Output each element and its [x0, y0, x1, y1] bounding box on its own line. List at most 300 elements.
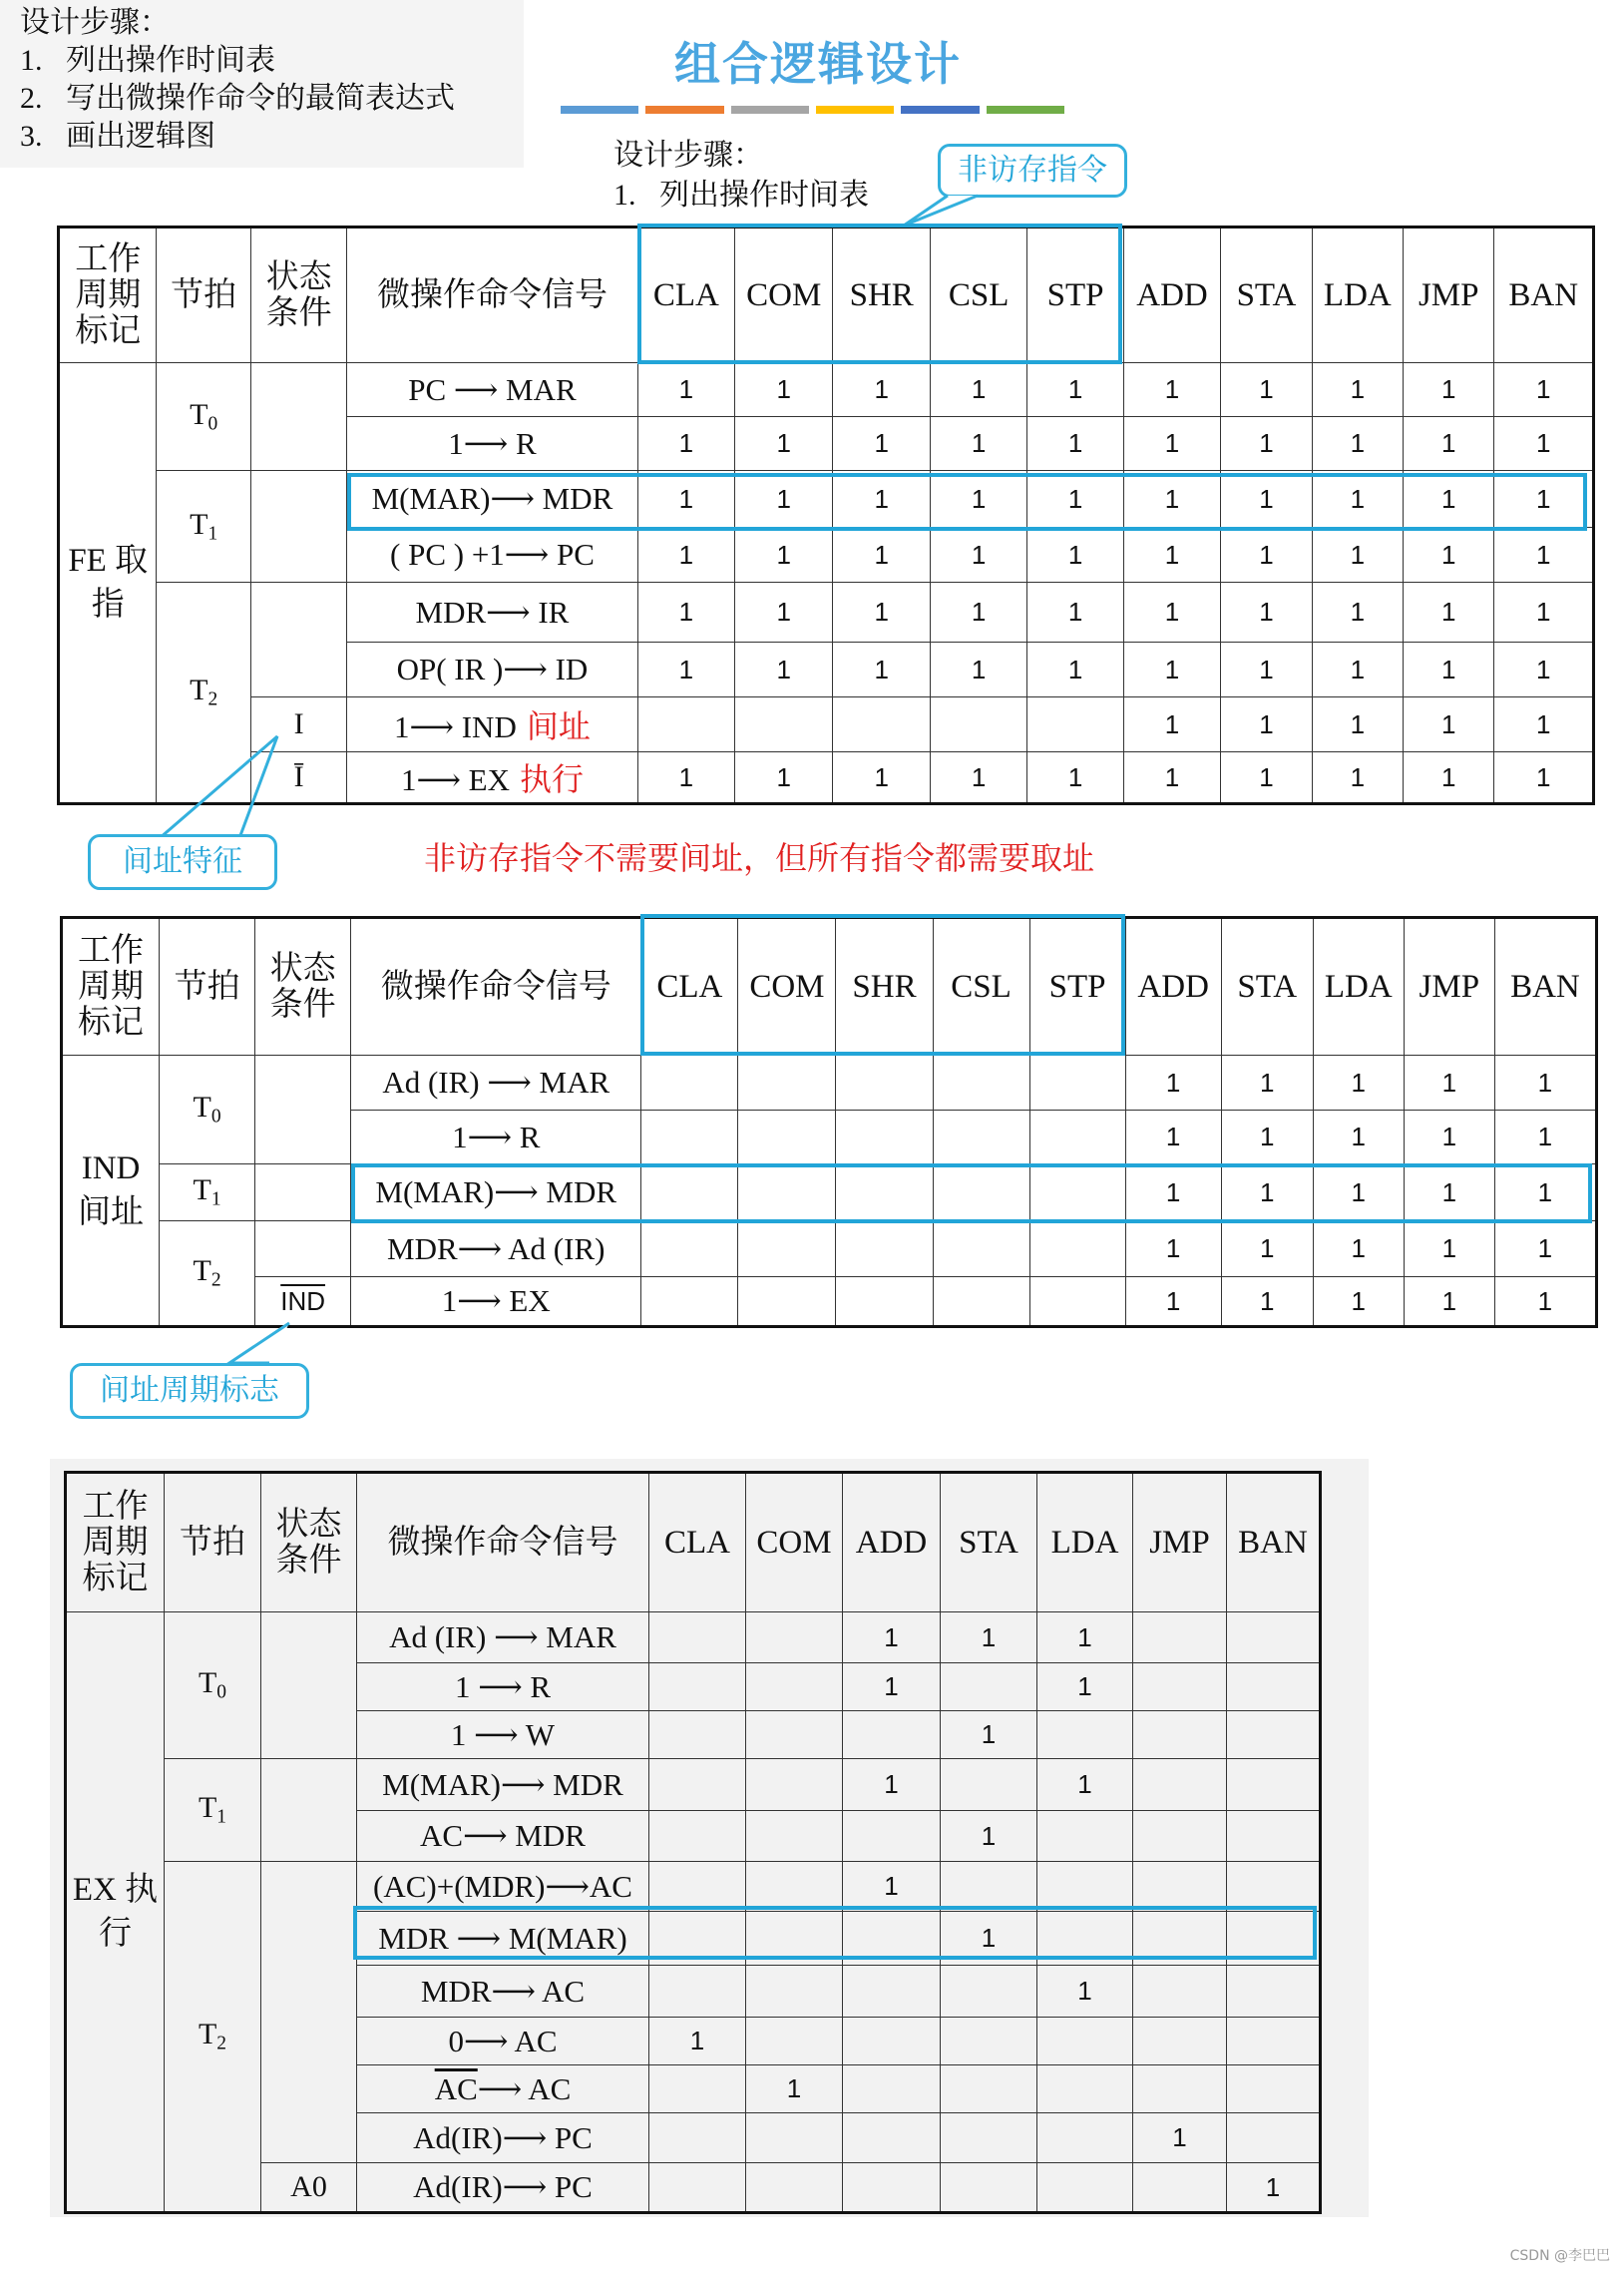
table-cell: 1: [1313, 1111, 1404, 1164]
col-header: LDA: [1312, 228, 1403, 363]
table-cell: [746, 1912, 843, 1966]
table-cell: 1: [1404, 697, 1494, 752]
beat-label: $T_2$: [157, 583, 250, 804]
table-cell: [1133, 1912, 1227, 1966]
table-cell: [1227, 2113, 1321, 2163]
header-signal: 微操作命令信号: [357, 1473, 649, 1612]
table-cell: 1: [735, 363, 833, 417]
color-bar: [816, 106, 894, 114]
table-cell: 1: [1027, 752, 1123, 804]
table-cell: 1: [833, 363, 930, 417]
table-cell: [941, 1663, 1037, 1711]
table-cell: [746, 1862, 843, 1912]
table-cell: [649, 1711, 746, 1759]
color-bar: [731, 106, 809, 114]
col-header: ADD: [1125, 918, 1221, 1056]
cycle-label: FE 取指: [59, 363, 157, 804]
table-cell: 1: [1404, 528, 1494, 583]
color-bar: [645, 106, 723, 114]
table-cell: 1: [1494, 363, 1594, 417]
table-cell: [1037, 2018, 1133, 2065]
table-cell: [738, 1277, 836, 1327]
table-cell: [933, 1277, 1029, 1327]
table-cell: 1: [1125, 1056, 1221, 1111]
table-cell: [1037, 2163, 1133, 2213]
table-cell: 1: [1494, 1221, 1596, 1277]
table-cell: 1: [735, 417, 833, 471]
table-cell: 1: [1221, 1164, 1313, 1221]
cond-cell: [250, 363, 346, 471]
table-cell: [1037, 1811, 1133, 1862]
table-cell: 1: [1494, 1056, 1596, 1111]
table-cell: 1: [843, 1663, 941, 1711]
beat-label: $T_1$: [165, 1759, 261, 1862]
table-cell: 1: [1221, 1277, 1313, 1327]
signal-label: (AC)+(MDR)⟶AC: [357, 1862, 649, 1912]
table-cell: [1227, 1966, 1321, 2018]
table-cell: 1: [1125, 1277, 1221, 1327]
table-cell: 1: [1404, 471, 1494, 528]
table-cell: 1: [1494, 1277, 1596, 1327]
table-cell: [1227, 1711, 1321, 1759]
header-cond: 状态条件: [255, 918, 351, 1056]
header-cycle: 工作周期标记: [62, 918, 160, 1056]
header-beat: 节拍: [160, 918, 255, 1056]
col-header: CSL: [933, 918, 1029, 1056]
col-header: JMP: [1404, 228, 1494, 363]
table-cell: 1: [735, 583, 833, 643]
col-header: STA: [941, 1473, 1037, 1612]
table-cell: [746, 1711, 843, 1759]
table-cell: [836, 1111, 933, 1164]
table-cell: 1: [843, 1862, 941, 1912]
header-cycle: 工作周期标记: [66, 1473, 165, 1612]
table-cell: [843, 1912, 941, 1966]
table-cell: [1133, 1711, 1227, 1759]
table-cell: [649, 1912, 746, 1966]
col-header: COM: [735, 228, 833, 363]
table-cell: 1: [1123, 697, 1220, 752]
table-cell: 1: [930, 583, 1026, 643]
table-cell: [843, 1811, 941, 1862]
table-cell: [1227, 1612, 1321, 1663]
step-item: 2. 写出微操作命令的最简表达式: [20, 82, 455, 115]
table-cell: 1: [930, 417, 1026, 471]
table-cell: [941, 2065, 1037, 2113]
table-cell: 1: [1494, 1111, 1596, 1164]
table-cell: [637, 697, 734, 752]
table-cell: 1: [1404, 1164, 1494, 1221]
table-cell: 1: [735, 643, 833, 697]
cond-a0: A0: [261, 2163, 357, 2213]
table-cell: [941, 1862, 1037, 1912]
table-cell: 1: [1125, 1221, 1221, 1277]
table-cell: [1133, 2018, 1227, 2065]
signal-label: Ad (IR) ⟶ MAR: [357, 1612, 649, 1663]
table-cell: [649, 2163, 746, 2213]
signal-label: AC⟶ MDR: [357, 1811, 649, 1862]
table-cell: 1: [1494, 528, 1594, 583]
table-cell: [649, 1862, 746, 1912]
table-cell: 1: [637, 752, 734, 804]
table-cell: 1: [1404, 643, 1494, 697]
table-cell: 1: [1312, 471, 1403, 528]
step-item: 3. 画出逻辑图: [20, 120, 215, 153]
table-cell: [1133, 2065, 1227, 2113]
table-cell: 1: [735, 752, 833, 804]
table-cell: [746, 2018, 843, 2065]
table-cell: [641, 1221, 738, 1277]
table-cell: [843, 2065, 941, 2113]
callout-non-memory: 非访存指令: [938, 144, 1127, 198]
watermark: CSDN @李巴巴: [1509, 2248, 1610, 2264]
table-cell: [1227, 1759, 1321, 1811]
table-cell: [933, 1111, 1029, 1164]
table-cell: 1: [1404, 363, 1494, 417]
table-cell: [649, 1811, 746, 1862]
table-cell: 1: [1404, 752, 1494, 804]
col-header: STP: [1029, 918, 1125, 1056]
table-cell: [1027, 697, 1123, 752]
table-cell: 1: [637, 471, 734, 528]
beat-label: $T_2$: [165, 1862, 261, 2213]
steps-heading: 设计步骤：: [613, 139, 763, 172]
step-item: 1. 列出操作时间表: [613, 179, 869, 212]
col-header: CLA: [637, 228, 734, 363]
table-cell: [649, 1663, 746, 1711]
table-cell: [1029, 1221, 1125, 1277]
table-cell: [941, 1966, 1037, 2018]
table-cell: 1: [941, 1612, 1037, 1663]
table-cell: 1: [1037, 1612, 1133, 1663]
table-cell: [649, 2113, 746, 2163]
table-cell: 1: [1494, 583, 1594, 643]
signal-label: Ad (IR) ⟶ MAR: [351, 1056, 641, 1111]
signal-label: $\overline{AC}⟶$ AC: [357, 2065, 649, 2113]
signal-label: 1⟶ IND 间址: [347, 697, 637, 752]
signal-label: ( PC ) +1⟶ PC: [347, 528, 637, 583]
header-signal: 微操作命令信号: [347, 228, 637, 363]
table-cell: 1: [941, 1811, 1037, 1862]
col-header: CSL: [930, 228, 1026, 363]
table-cell: 1: [1123, 643, 1220, 697]
table-cell: 1: [1221, 1221, 1313, 1277]
table-cell: 1: [1123, 363, 1220, 417]
col-header: COM: [738, 918, 836, 1056]
table-cell: 1: [1123, 583, 1220, 643]
table-cell: [1133, 1612, 1227, 1663]
table-cell: 1: [1494, 471, 1594, 528]
callout-indirect-feature: 间址特征: [88, 834, 277, 890]
cond-i: I: [250, 697, 346, 752]
signal-label: MDR ⟶ M(MAR): [357, 1912, 649, 1966]
fe-fetch-timing-table: [57, 226, 1595, 805]
beat-label: $T_1$: [160, 1164, 255, 1221]
signal-label: 1⟶ EX 执行: [347, 752, 637, 804]
table-cell: [1133, 1663, 1227, 1711]
table-cell: 1: [1123, 752, 1220, 804]
table-cell: [833, 697, 930, 752]
cond-cell: [261, 1759, 357, 1862]
table-cell: [1037, 1862, 1133, 1912]
table-cell: [1227, 1912, 1321, 1966]
table-cell: [1227, 1862, 1321, 1912]
table-cell: 1: [1313, 1164, 1404, 1221]
table-cell: [843, 1966, 941, 2018]
header-cycle: 工作周期标记: [59, 228, 157, 363]
table-cell: [649, 1759, 746, 1811]
table-cell: 1: [1404, 583, 1494, 643]
table-cell: 1: [1312, 697, 1403, 752]
table-cell: [649, 1612, 746, 1663]
table-cell: 1: [1037, 1663, 1133, 1711]
table-cell: [843, 2113, 941, 2163]
col-header: JMP: [1133, 1473, 1227, 1612]
table-cell: 1: [1312, 528, 1403, 583]
table-cell: [836, 1164, 933, 1221]
table-cell: 1: [1221, 1056, 1313, 1111]
table-cell: [941, 2163, 1037, 2213]
table-cell: 1: [637, 417, 734, 471]
table-cell: [746, 2163, 843, 2213]
col-header: SHR: [833, 228, 930, 363]
table-cell: 1: [1312, 363, 1403, 417]
signal-label: MDR⟶ AC: [357, 1966, 649, 2018]
table-cell: 1: [637, 643, 734, 697]
table-cell: 1: [1312, 643, 1403, 697]
cond-cell: [250, 583, 346, 697]
table-cell: 1: [1123, 417, 1220, 471]
col-header: BAN: [1494, 918, 1596, 1056]
table-cell: [1029, 1277, 1125, 1327]
table-cell: 1: [1037, 1966, 1133, 2018]
table-cell: 1: [1494, 697, 1594, 752]
table-cell: 1: [1494, 1164, 1596, 1221]
col-header: LDA: [1313, 918, 1404, 1056]
table-cell: 1: [1123, 471, 1220, 528]
header-beat: 节拍: [157, 228, 250, 363]
callout-pointer: [150, 726, 289, 846]
table-cell: 1: [1221, 1111, 1313, 1164]
table-cell: 1: [1123, 528, 1220, 583]
col-header: CLA: [649, 1473, 746, 1612]
table-cell: [641, 1111, 738, 1164]
cond-cell: [261, 1862, 357, 2163]
col-header: STA: [1221, 918, 1313, 1056]
table-cell: 1: [649, 2018, 746, 2065]
col-header: ADD: [1123, 228, 1220, 363]
table-cell: 1: [843, 1612, 941, 1663]
table-cell: [836, 1056, 933, 1111]
table-cell: 1: [637, 363, 734, 417]
table-cell: [1029, 1111, 1125, 1164]
table-cell: [649, 2065, 746, 2113]
callout-pointer: [200, 1317, 299, 1367]
table-cell: 1: [833, 417, 930, 471]
signal-label: MDR⟶ Ad (IR): [351, 1221, 641, 1277]
header-cond: 状态条件: [261, 1473, 357, 1612]
col-header: JMP: [1404, 918, 1494, 1056]
table-cell: 1: [930, 471, 1026, 528]
table-cell: 1: [1027, 471, 1123, 528]
table-cell: [746, 1759, 843, 1811]
table-cell: 1: [833, 752, 930, 804]
signal-label: M(MAR)⟶ MDR: [351, 1164, 641, 1221]
table-cell: [1227, 1811, 1321, 1862]
table-cell: 1: [1027, 643, 1123, 697]
table-cell: [641, 1277, 738, 1327]
table-cell: [738, 1164, 836, 1221]
table-cell: 1: [930, 363, 1026, 417]
col-header: CLA: [641, 918, 738, 1056]
note-fetch-required: 非访存指令不需要间址，但所有指令都需要取址: [424, 840, 1095, 876]
table-cell: [1029, 1164, 1125, 1221]
table-cell: 1: [1027, 417, 1123, 471]
signal-label: 1⟶ R: [351, 1111, 641, 1164]
table-cell: [746, 1663, 843, 1711]
table-cell: [933, 1164, 1029, 1221]
table-cell: [1227, 1663, 1321, 1711]
signal-label: 1⟶ R: [347, 417, 637, 471]
table-cell: 1: [1221, 697, 1312, 752]
table-cell: [1133, 1862, 1227, 1912]
table-cell: 1: [1221, 752, 1312, 804]
cond-cell: [255, 1056, 351, 1164]
table-cell: 1: [1494, 752, 1594, 804]
table-cell: [738, 1221, 836, 1277]
col-header: BAN: [1494, 228, 1594, 363]
table-cell: [735, 697, 833, 752]
table-cell: 1: [1221, 583, 1312, 643]
table-cell: 1: [746, 2065, 843, 2113]
signal-label: OP( IR )⟶ ID: [347, 643, 637, 697]
table-cell: 1: [735, 528, 833, 583]
table-cell: 1: [1221, 417, 1312, 471]
design-steps-panel: [0, 0, 524, 168]
table-cell: [1133, 1759, 1227, 1811]
cond-cell: [255, 1221, 351, 1277]
table-cell: 1: [930, 752, 1026, 804]
table-cell: 1: [1221, 471, 1312, 528]
table-cell: [746, 1612, 843, 1663]
signal-label: 0⟶ AC: [357, 2018, 649, 2065]
table-cell: 1: [1494, 417, 1594, 471]
table-cell: [641, 1164, 738, 1221]
signal-label: Ad(IR)⟶ PC: [357, 2113, 649, 2163]
table-cell: 1: [735, 471, 833, 528]
table-cell: [941, 2018, 1037, 2065]
table-cell: [843, 2018, 941, 2065]
table-cell: [738, 1056, 836, 1111]
table-cell: [1227, 2065, 1321, 2113]
table-cell: 1: [1221, 643, 1312, 697]
signal-label: PC ⟶ MAR: [347, 363, 637, 417]
side-label-execute: 执行: [519, 761, 584, 797]
table-cell: 1: [930, 643, 1026, 697]
table-cell: [1037, 1711, 1133, 1759]
table-cell: [930, 697, 1026, 752]
signal-label: M(MAR)⟶ MDR: [347, 471, 637, 528]
table-cell: [649, 1966, 746, 2018]
color-bar: [987, 106, 1064, 114]
col-header: STP: [1027, 228, 1123, 363]
header-beat: 节拍: [165, 1473, 261, 1612]
table-cell: [836, 1221, 933, 1277]
table-cell: [1037, 1912, 1133, 1966]
table-cell: 1: [1027, 363, 1123, 417]
col-header: BAN: [1227, 1473, 1321, 1612]
signal-label: M(MAR)⟶ MDR: [357, 1759, 649, 1811]
signal-label: 1 ⟶ W: [357, 1711, 649, 1759]
table-cell: 1: [833, 528, 930, 583]
table-cell: 1: [1313, 1221, 1404, 1277]
table-cell: [1227, 2018, 1321, 2065]
table-cell: 1: [1494, 643, 1594, 697]
cond-i-bar: Ī: [250, 752, 346, 804]
header-cond: 状态条件: [250, 228, 346, 363]
table-cell: 1: [1027, 583, 1123, 643]
table-cell: 1: [1404, 1277, 1494, 1327]
table-cell: [843, 2163, 941, 2213]
table-cell: 1: [941, 1711, 1037, 1759]
table-cell: [1133, 2163, 1227, 2213]
table-cell: 1: [1312, 417, 1403, 471]
signal-label: Ad(IR)⟶ PC: [357, 2163, 649, 2213]
table-cell: 1: [833, 643, 930, 697]
table-cell: [746, 2113, 843, 2163]
table-cell: 1: [1037, 1759, 1133, 1811]
cycle-label: EX 执行: [66, 1612, 165, 2213]
col-header: STA: [1221, 228, 1312, 363]
table-cell: 1: [930, 528, 1026, 583]
cond-ind-bar: $\overline{IND}$: [255, 1277, 351, 1327]
table-cell: [836, 1277, 933, 1327]
table-cell: [746, 1811, 843, 1862]
beat-label: $T_0$: [157, 363, 250, 471]
table-cell: [1133, 1811, 1227, 1862]
table-cell: 1: [833, 471, 930, 528]
table-cell: 1: [1313, 1056, 1404, 1111]
col-header: LDA: [1037, 1473, 1133, 1612]
signal-label: 1 ⟶ R: [357, 1663, 649, 1711]
callout-pointer: [898, 190, 1017, 229]
table-cell: [738, 1111, 836, 1164]
table-cell: 1: [637, 528, 734, 583]
col-header: SHR: [836, 918, 933, 1056]
table-cell: 1: [637, 583, 734, 643]
beat-label: $T_2$: [160, 1221, 255, 1327]
table-cell: 1: [1404, 1056, 1494, 1111]
table-cell: [1037, 2113, 1133, 2163]
table-cell: 1: [1312, 752, 1403, 804]
table-cell: 1: [1125, 1111, 1221, 1164]
table-cell: [941, 1759, 1037, 1811]
table-cell: 1: [1125, 1164, 1221, 1221]
ind-indirect-timing-table: [60, 916, 1598, 1328]
table-cell: 1: [1313, 1277, 1404, 1327]
header-signal: 微操作命令信号: [351, 918, 641, 1056]
beat-label: $T_0$: [165, 1612, 261, 1759]
table-cell: 1: [1227, 2163, 1321, 2213]
title-underline-bars: [561, 106, 1064, 114]
table-cell: [843, 1711, 941, 1759]
table-cell: [933, 1056, 1029, 1111]
table-cell: [933, 1221, 1029, 1277]
table-cell: 1: [941, 1912, 1037, 1966]
table-cell: 1: [1133, 2113, 1227, 2163]
table-cell: [1133, 1966, 1227, 2018]
beat-label: $T_0$: [160, 1056, 255, 1164]
